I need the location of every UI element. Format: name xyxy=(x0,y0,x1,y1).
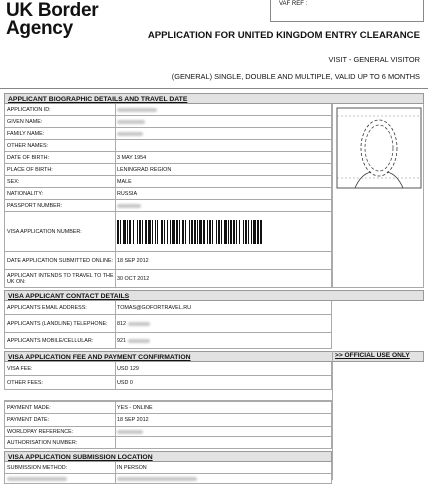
table-row xyxy=(4,437,332,449)
row-value: RUSSIA xyxy=(117,190,138,197)
row-label: DATE APPLICATION SUBMITTED ONLINE: xyxy=(5,252,116,269)
row-label: PLACE OF BIRTH: xyxy=(5,164,116,175)
vaf-ref-box xyxy=(270,0,424,22)
logo-line-1: UK Border xyxy=(6,0,99,21)
table-row xyxy=(4,140,332,152)
table-row xyxy=(4,164,332,176)
table-row xyxy=(4,152,332,164)
table-row xyxy=(4,252,332,270)
table-row xyxy=(4,414,332,427)
row-label: APPLICANTS EMAIL ADDRESS: xyxy=(5,301,116,314)
section-heading-fee: VISA APPLICATION FEE AND PAYMENT CONFIRMATION xyxy=(4,351,424,362)
row-value: 921 xyxy=(117,337,126,344)
row-label: WORLDPAY REFERENCE: xyxy=(5,427,116,436)
table-row xyxy=(4,188,332,200)
table-row xyxy=(4,315,332,333)
section-heading-contact: VISA APPLICANT CONTACT DETAILS xyxy=(4,290,424,301)
divider xyxy=(0,88,428,89)
row-label: SUBMISSION METHOD: xyxy=(5,462,116,473)
row-label-cropped xyxy=(5,474,116,483)
table-row xyxy=(4,301,332,315)
table-row xyxy=(4,333,332,349)
row-value: YES - ONLINE xyxy=(117,404,153,411)
row-label: AUTHORISATION NUMBER: xyxy=(5,437,116,448)
section-heading-biographic: APPLICANT BIOGRAPHIC DETAILS AND TRAVEL DATE xyxy=(4,93,424,104)
table-row xyxy=(4,200,332,212)
row-label: SEX: xyxy=(5,176,116,187)
row-label: GIVEN NAME: xyxy=(5,116,116,127)
table-row xyxy=(4,270,332,288)
table-row xyxy=(4,362,332,376)
row-label: APPLICATION ID: xyxy=(5,104,116,115)
official-use-label: >> OFFICIAL USE ONLY xyxy=(335,352,410,359)
row-value: LENINGRAD REGION xyxy=(117,166,172,173)
table-row xyxy=(4,212,332,252)
redacted-value xyxy=(117,132,143,136)
row-label: APPLICANTS MOBILE/CELLULAR: xyxy=(5,333,116,348)
row-value: TOMAS@GOFORTRAVEL.RU xyxy=(117,304,192,311)
row-value: 18 SEP 2012 xyxy=(117,257,149,264)
table-row xyxy=(4,116,332,128)
table-row xyxy=(4,176,332,188)
row-label: APPLICANT INTENDS TO TRAVEL TO THE UK ON: xyxy=(5,270,116,287)
row-label: VISA FEE: xyxy=(5,362,116,375)
redacted-value xyxy=(128,322,150,326)
passport-photo-outline-icon xyxy=(333,104,425,288)
table-row xyxy=(4,427,332,437)
table-row xyxy=(4,128,332,140)
redacted-value xyxy=(117,120,145,124)
redacted-value xyxy=(117,430,143,434)
row-value: IN PERSON xyxy=(117,464,147,471)
row-label: DATE OF BIRTH: xyxy=(5,152,116,163)
row-value: USD 0 xyxy=(117,379,133,386)
official-use-area xyxy=(332,351,424,480)
table-row xyxy=(4,401,332,414)
table-row xyxy=(4,462,332,474)
row-value: USD 129 xyxy=(117,365,139,372)
redacted-value xyxy=(128,339,150,343)
form-title: APPLICATION FOR UNITED KINGDOM ENTRY CLEARANCE xyxy=(147,30,420,41)
vaf-ref-label: VAF REF : xyxy=(279,1,308,7)
row-value: 812 xyxy=(117,320,126,327)
row-value: 18 SEP 2012 xyxy=(117,417,149,423)
visa-detail: (GENERAL) SINGLE, DOUBLE AND MULTIPLE, VALID UP TO 6 MONTHS xyxy=(171,72,420,81)
spacer-row xyxy=(4,390,332,401)
row-label: VISA APPLICATION NUMBER: xyxy=(5,212,116,251)
redacted-value xyxy=(117,108,157,112)
row-label: PAYMENT DATE: xyxy=(5,414,116,426)
agency-logo xyxy=(6,2,98,38)
photo-placeholder xyxy=(332,104,424,288)
row-label: OTHER NAMES: xyxy=(5,140,116,151)
section-heading-submission: VISA APPLICATION SUBMISSION LOCATION xyxy=(4,451,332,462)
table-row xyxy=(4,376,332,390)
row-label: FAMILY NAME: xyxy=(5,128,116,139)
table-row xyxy=(4,104,332,116)
row-label: PAYMENT MADE: xyxy=(5,402,116,413)
row-label: APPLICANTS (LANDLINE) TELEPHONE: xyxy=(5,315,116,332)
visa-type: VISIT - GENERAL VISITOR xyxy=(328,55,420,64)
redacted-value xyxy=(117,204,141,208)
logo-line-2: Agency xyxy=(6,18,73,39)
table-row xyxy=(4,474,332,484)
row-value: 30 OCT 2012 xyxy=(117,275,150,282)
row-label: OTHER FEES: xyxy=(5,376,116,389)
row-label: PASSPORT NUMBER: xyxy=(5,200,116,211)
row-label: NATIONALITY: xyxy=(5,188,116,199)
row-value: MALE xyxy=(117,178,132,185)
visa-application-barcode xyxy=(117,220,263,244)
row-value: 3 MAY 1954 xyxy=(117,154,147,161)
